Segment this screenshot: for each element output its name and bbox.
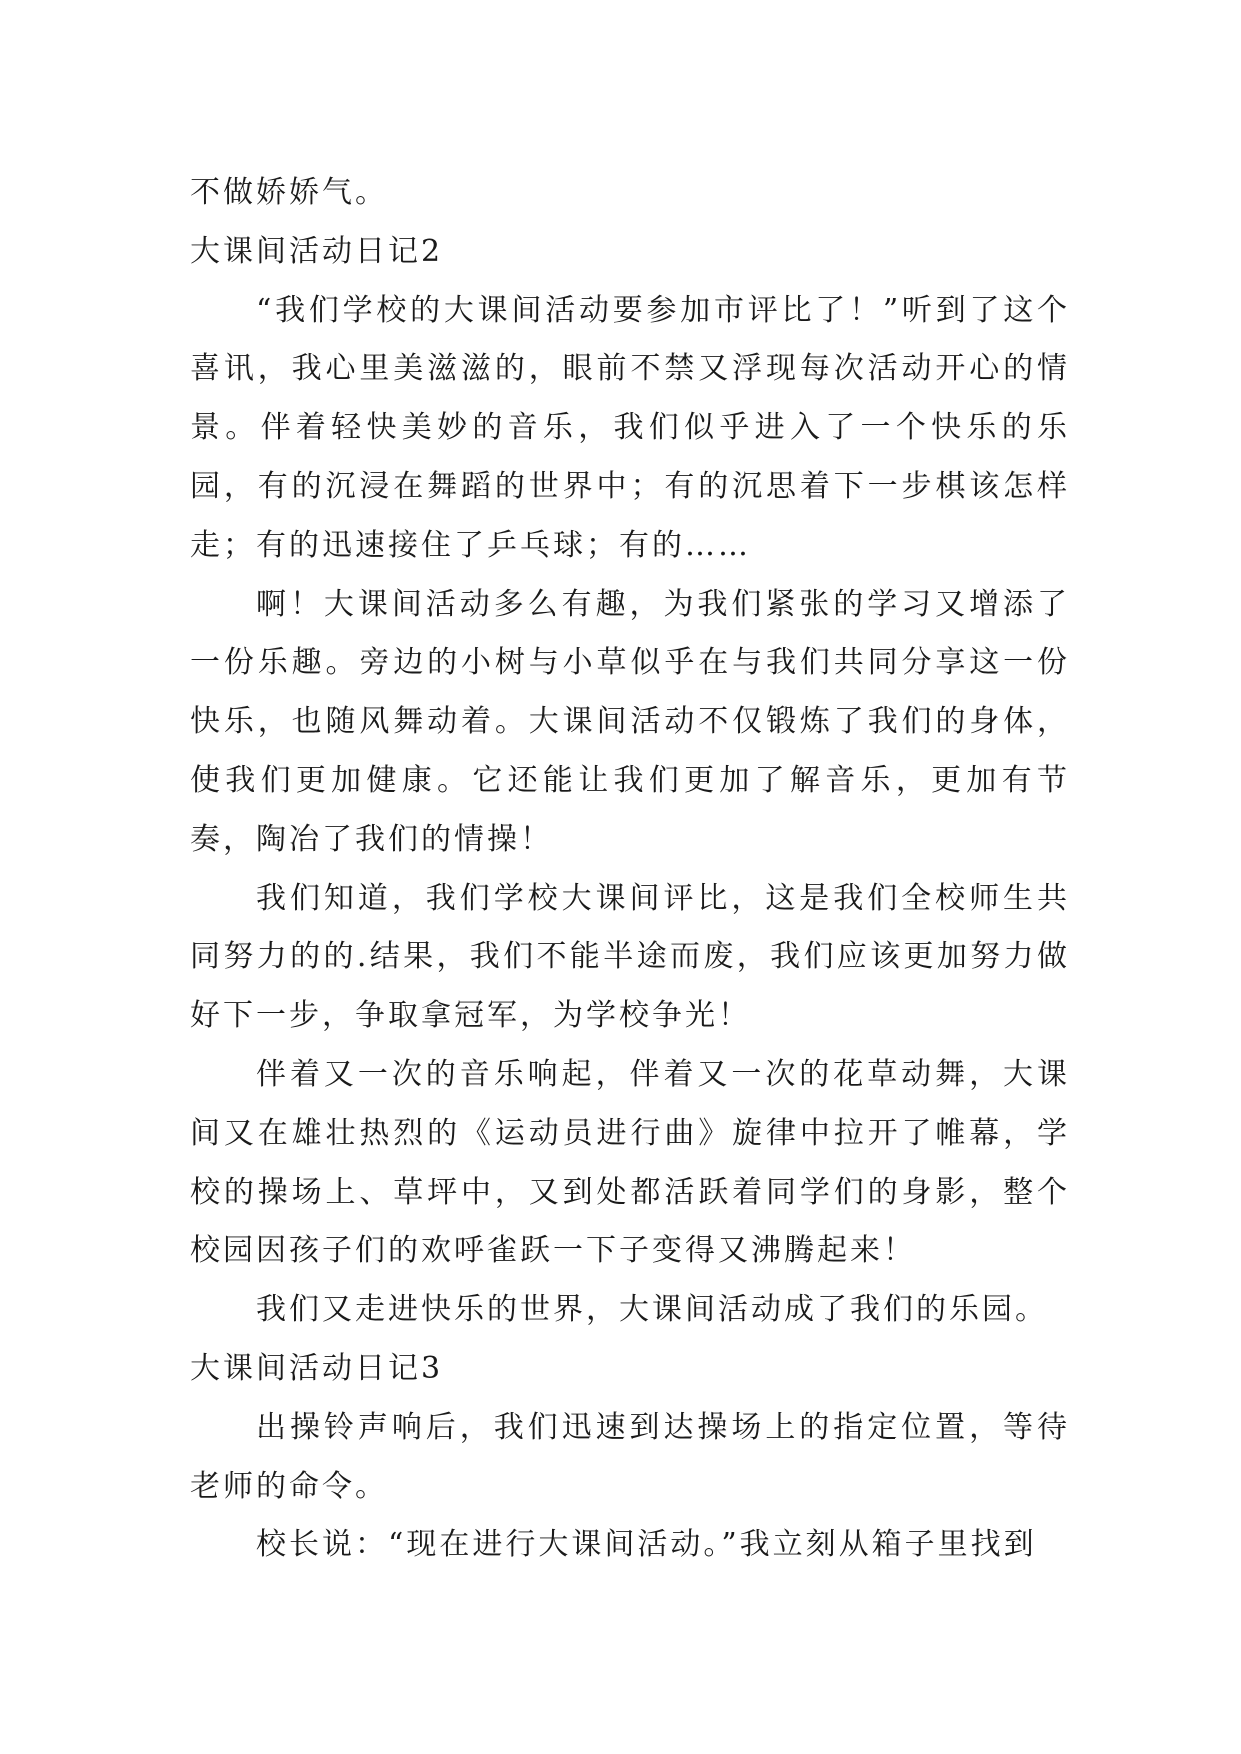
paragraph: 啊！大课间活动多么有趣，为我们紧张的学习又增添了一份乐趣。旁边的小树与小草似乎在与我们共同分享这一份快乐，也随风舞动着。大课间活动不仅锻炼了我们的身体，使我们更加健康。它还能让我们更加了解音乐，更加有节奏，陶冶了我们的情操！ [190, 586, 1070, 857]
paragraph-closing-line: 不做娇娇气。 [190, 175, 388, 210]
document-body [190, 164, 1070, 1575]
section-heading-diary-3: 大课间活动日记3 [190, 1350, 444, 1386]
paragraph: 伴着又一次的音乐响起，伴着又一次的花草动舞，大课间又在雄壮热烈的《运动员进行曲》旋律中拉开了帷幕，学校的操场上、草坪中，又到处都活跃着同学们的身影，整个校园因孩子们的欢呼雀跃一下子变得又沸腾起来！ [190, 1056, 1070, 1269]
section-heading-diary-2: 大课间活动日记2 [190, 233, 444, 269]
paragraph: 我们知道，我们学校大课间评比，这是我们全校师生共同努力的的.结果，我们不能半途而废，我们应该更加努力做好下一步，争取拿冠军，为学校争光！ [190, 880, 1070, 1034]
paragraph: “我们学校的大课间活动要参加市评比了！”听到了这个喜讯，我心里美滋滋的，眼前不禁又浮现每次活动开心的情景。伴着轻快美妙的音乐，我们似乎进入了一个快乐的乐园，有的沉浸在舞蹈的世界中；有的沉思着下一步棋该怎样走；有的迅速接住了乒乓球；有的…… [190, 292, 1070, 563]
paragraph: 校长说：“现在进行大课间活动。”我立刻从箱子里找到 [256, 1527, 1037, 1563]
paragraph: 我们又走进快乐的世界，大课间活动成了我们的乐园。 [256, 1292, 1048, 1328]
paragraph: 出操铃声响后，我们迅速到达操场上的指定位置，等待老师的命令。 [190, 1409, 1070, 1504]
